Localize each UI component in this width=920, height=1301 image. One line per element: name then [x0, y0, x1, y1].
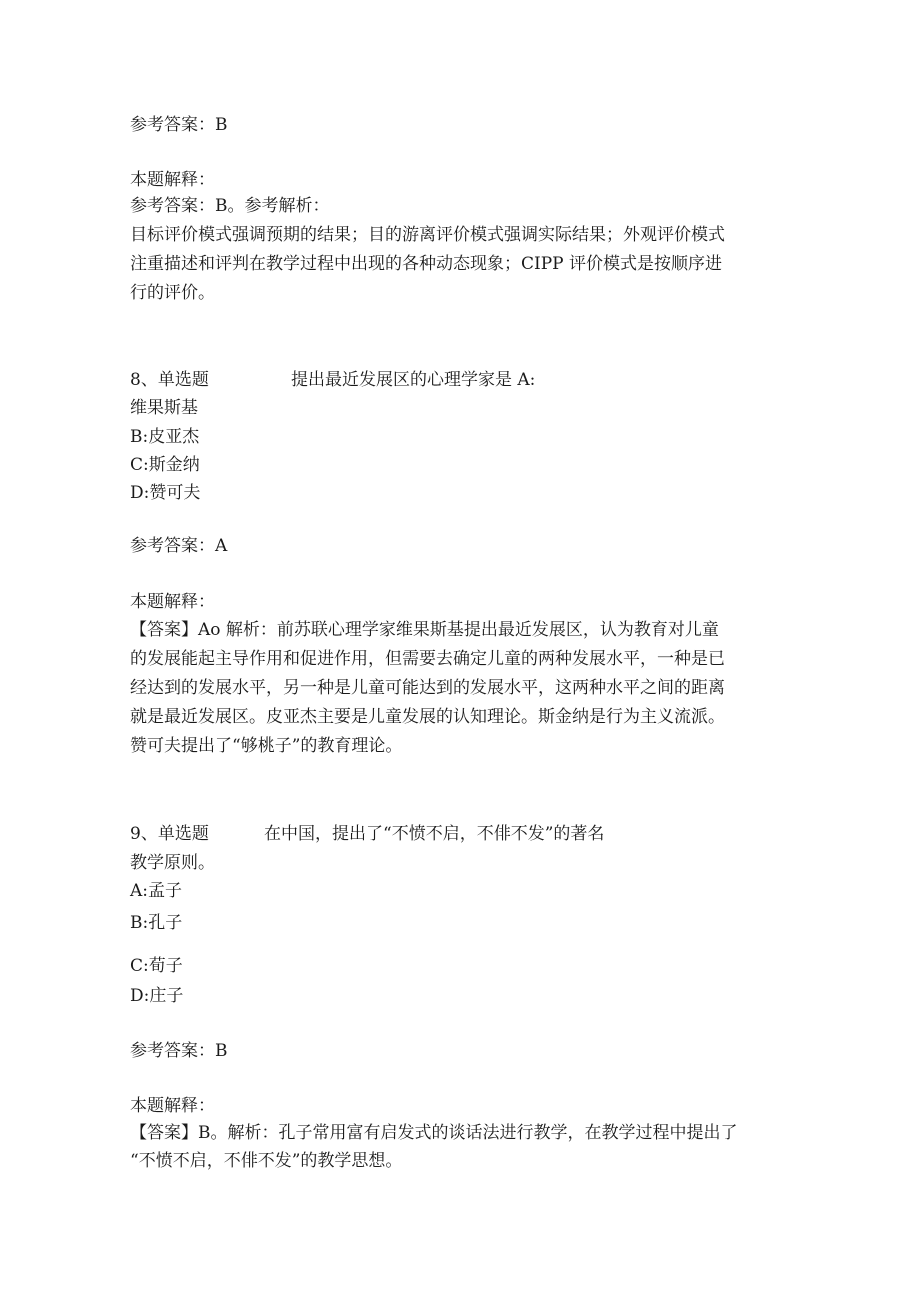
question-8-explanation-line: 【答案】Ao 解析：前苏联心理学家维果斯基提出最近发展区，认为教育对儿童 — [130, 620, 719, 640]
question-8-explanation-line: 就是最近发展区。皮亚杰主要是儿童发展的认知理论。斯金纳是行为主义流派。 — [130, 707, 725, 727]
question-9-explanation-line: “不愤不启，不俳不发”的教学思想。 — [130, 1151, 403, 1171]
question-9-option: C:荀子 — [130, 956, 183, 976]
prev-explanation-line: 注重描述和评判在教学过程中出现的各种动态现象；CIPP 评价模式是按顺序进 — [130, 254, 723, 274]
prev-explanation-line: 目标评价模式强调预期的结果；目的游离评价模式强调实际结果；外观评价模式 — [130, 225, 725, 245]
question-9-option: A:孟子 — [130, 881, 183, 901]
question-9-explanation-label: 本题解释： — [130, 1096, 215, 1116]
question-8-stem: 提出最近发展区的心理学家是 A: — [291, 370, 536, 390]
question-8-option: C:斯金纳 — [130, 455, 200, 475]
question-8-explanation-line: 经达到的发展水平，另一种是儿童可能达到的发展水平，这两种水平之间的距离 — [130, 678, 725, 698]
question-9-option: D:庄子 — [130, 986, 184, 1006]
question-8-explanation-line: 赞可夫提出了“够桃子”的教育理论。 — [130, 736, 403, 756]
question-9-stem-continued: 教学原则。 — [130, 853, 215, 873]
prev-explanation-line: 参考答案：B。参考解析： — [130, 196, 330, 216]
question-8-option: D:赞可夫 — [130, 483, 201, 503]
question-8-option: B:皮亚杰 — [130, 427, 200, 447]
question-9-stem: 在中国，提出了“不愤不启，不俳不发”的著名 — [264, 824, 605, 844]
prev-answer-line: 参考答案：B — [130, 115, 228, 135]
question-9-option: B:孔子 — [130, 913, 183, 933]
question-9-number: 9、单选题 — [130, 824, 209, 844]
question-8-explanation-line: 的发展能起主导作用和促进作用，但需要去确定儿童的两种发展水平，一种是已 — [130, 649, 725, 669]
question-8-option: 维果斯基 — [130, 398, 198, 418]
prev-explanation-line: 行的评价。 — [130, 283, 215, 303]
question-9-answer-line: 参考答案：B — [130, 1041, 228, 1061]
question-9-explanation-line: 【答案】B。解析：孔子常用富有启发式的谈话法进行教学，在教学过程中提出了 — [130, 1123, 738, 1143]
question-8-number: 8、单选题 — [130, 370, 209, 390]
question-8-explanation-label: 本题解释： — [130, 592, 215, 612]
question-8-answer-line: 参考答案：A — [130, 536, 228, 556]
prev-explanation-label: 本题解释： — [130, 170, 215, 190]
